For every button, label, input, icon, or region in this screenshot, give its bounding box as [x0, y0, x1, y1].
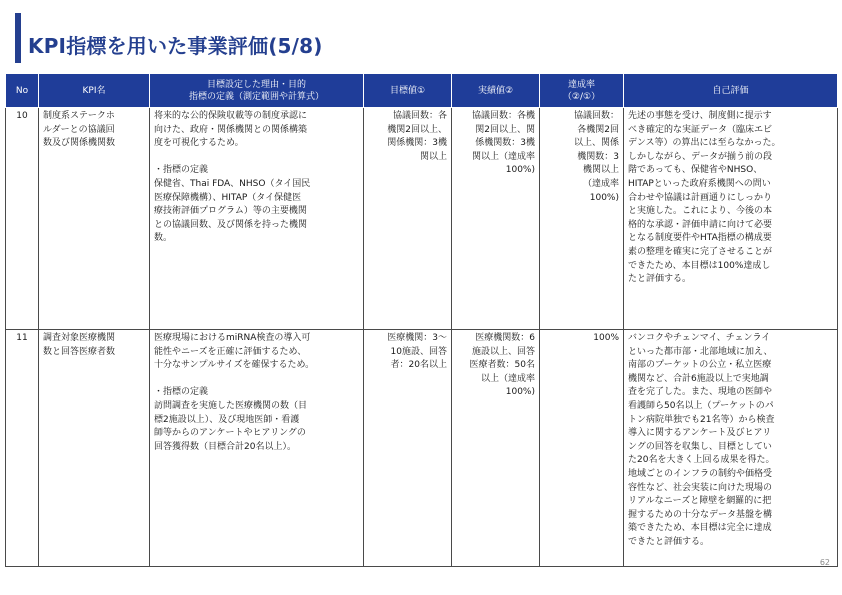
- cell-line: 協議回数：各機: [471, 111, 535, 121]
- header-reason-line1: 目標設定した理由・目的: [206, 79, 306, 90]
- cell-line: 査を完了した。また、現地の医師や: [628, 387, 773, 398]
- cell-line: 調査対象医療機関: [43, 333, 116, 343]
- cell-line: 各機関2回: [577, 124, 619, 135]
- cell-line: と実施した。これにより、今後の本: [628, 206, 773, 217]
- cell-line: 療技術評価プログラム）等の主要機関: [154, 206, 307, 217]
- cell-reason: [150, 108, 364, 330]
- cell-line: 保健省、Thai FDA、NHSO（タイ国民: [154, 178, 311, 189]
- cell-no: 10: [6, 108, 39, 330]
- cell-line: ・指標の定義: [154, 165, 209, 176]
- table-row: [6, 330, 838, 567]
- cell-line: となる制度要件やHTA指標の構成要: [628, 233, 772, 244]
- cell-line: 関以上（達成率: [471, 151, 535, 162]
- cell-kpi-name: [39, 330, 150, 567]
- cell-line: 以上（達成率: [480, 373, 535, 384]
- header-self-eval: 自己評価: [624, 74, 838, 108]
- cell-line: 容性など、社会実装に向けた現場の: [628, 482, 773, 493]
- cell-line: 向けた、政府・関係機関との関係構築: [154, 124, 308, 135]
- header-no: No: [6, 74, 39, 108]
- header-kpi-name: KPI名: [39, 74, 150, 108]
- header-rate-line1: 達成率: [567, 79, 595, 90]
- cell-line: 関係機関：3機: [387, 138, 447, 149]
- cell-line: 施設以上、回答: [471, 346, 535, 357]
- cell-line: 医療保障機構）、HITAP（タイ保健医: [154, 192, 302, 203]
- cell-line: ・指標の定義: [154, 387, 209, 398]
- cell-line: 機関2回以上、: [387, 124, 447, 135]
- header-target: 目標値①: [364, 74, 452, 108]
- cell-line: 能性やニーズを正確に評価するため、: [154, 346, 307, 357]
- page-number: 62: [819, 558, 830, 567]
- cell-self-eval: [624, 108, 838, 330]
- cell-line: 協議回数：: [573, 111, 619, 121]
- cell-line: た20名を大きく上回る成果を得た。: [628, 455, 775, 466]
- table-header-row: [6, 74, 838, 108]
- cell-kpi-name: [39, 108, 150, 330]
- cell-line: できたと評価する。: [628, 536, 710, 547]
- cell-line: 師等からのアンケートやヒアリングの: [154, 428, 306, 439]
- cell-line: 数と回答医療者数: [43, 346, 116, 357]
- cell-line: デンス等）の算出には至らなかった。: [628, 138, 781, 149]
- title-accent-bar: [15, 13, 21, 63]
- cell-line: バンコクやチェンマイ、チェンライ: [628, 333, 771, 343]
- cell-line: 階であっても、保健省やNHSO、: [628, 165, 763, 176]
- cell-rate: [540, 330, 624, 567]
- cell-line: できたため、本目標は100%達成し: [628, 260, 771, 271]
- cell-line: 合わせや協議は計画通りにしっかり: [628, 192, 773, 203]
- cell-line: 看護師ら50名以上（プーケットのパ: [628, 400, 774, 411]
- cell-no: 11: [6, 330, 39, 567]
- header-actual: 実績値②: [452, 74, 540, 108]
- cell-line: 数及び関係機関数: [43, 138, 116, 149]
- cell-actual: [452, 108, 540, 330]
- kpi-evaluation-table: [5, 73, 838, 567]
- page-title: KPI指標を用いた事業評価(5/8): [28, 34, 323, 58]
- cell-line: との協議回数、及び関係を持った機関: [154, 219, 308, 230]
- header-rate: [540, 74, 624, 108]
- cell-line: ングの回答を収集し、目標としてい: [628, 441, 772, 452]
- cell-line: ルダーとの協議回: [43, 124, 115, 135]
- table-row: [6, 108, 838, 330]
- cell-line: 将来的な公的保険収載等の制度承認に: [154, 111, 308, 121]
- header-rate-line2: （②/①）: [562, 91, 601, 102]
- cell-line: 標2施設以上）、及び現地医師・看護: [154, 414, 300, 425]
- cell-line: 医療現場におけるmiRNA検査の導入可: [154, 333, 311, 343]
- cell-line: 協議回数：各: [392, 111, 447, 121]
- cell-line: HITAPといった政府系機関への問い: [628, 178, 771, 189]
- cell-line: 医療機関数：6: [475, 333, 535, 343]
- cell-line: 関2回以上、関: [475, 124, 535, 135]
- cell-rate: [540, 108, 624, 330]
- cell-line: 格的な承認・評価申請に向けて必要: [628, 219, 773, 230]
- cell-line: 数。: [154, 233, 173, 244]
- cell-line: 導入に関するアンケート及びヒアリ: [628, 428, 772, 439]
- cell-line: 素の整理を確実に完了させることが: [628, 246, 773, 257]
- cell-line: トン病院単独でも21名等）から検査: [628, 414, 775, 425]
- cell-line: しかしながら、データが揃う前の段: [628, 151, 773, 162]
- cell-line: 係機関数：3機: [475, 138, 535, 149]
- cell-line: 機関数：3: [577, 151, 619, 162]
- cell-line: 100%): [505, 387, 535, 398]
- cell-line: 10施設、回答: [390, 346, 447, 357]
- cell-reason: [150, 330, 364, 567]
- cell-line: 100%): [505, 165, 535, 176]
- cell-target: [364, 108, 452, 330]
- cell-line: （達成率: [582, 178, 619, 189]
- cell-line: 100%: [593, 333, 619, 343]
- cell-line: 者：20名以上: [390, 360, 447, 371]
- cell-line: 地域ごとのインフラの制約や価格受: [628, 468, 773, 479]
- cell-line: たと評価する。: [628, 274, 692, 285]
- cell-line: 関以上: [419, 151, 447, 162]
- cell-line: 医療者数：50名: [469, 360, 535, 371]
- cell-line: べき確定的な実証データ（臨床エビ: [628, 124, 773, 135]
- cell-line: 100%): [589, 192, 619, 203]
- cell-line: 築できたため、本目標は完全に達成: [628, 523, 772, 534]
- cell-line: 十分なサンプルサイズを確保するため。: [154, 360, 315, 371]
- cell-line: 訪問調査を実施した医療機関の数（目: [154, 400, 308, 411]
- cell-line: 南部のプーケットの公立・私立医療: [628, 360, 772, 371]
- cell-line: 度を可視化するため。: [154, 138, 244, 149]
- header-reason-line2: 指標の定義（測定範囲や計算式）: [188, 91, 324, 102]
- cell-line: 機関など、合計6施設以上で実地調: [628, 373, 769, 384]
- cell-line: 握するための十分なデータ基盤を構: [628, 509, 773, 520]
- header-reason: [150, 74, 364, 108]
- cell-line: 機関以上: [582, 165, 619, 176]
- cell-line: 医療機関：3～: [387, 333, 447, 343]
- cell-line: 先述の事態を受け、制度側に提示す: [628, 111, 772, 121]
- cell-actual: [452, 330, 540, 567]
- cell-self-eval: [624, 330, 838, 567]
- cell-line: 以上、関係: [573, 138, 619, 149]
- cell-line: 制度系ステークホ: [43, 111, 115, 121]
- cell-line: リアルなニーズと障壁を網羅的に把: [628, 496, 772, 507]
- cell-line: といった都市部・北部地域に加え、: [628, 346, 773, 357]
- cell-target: [364, 330, 452, 567]
- cell-line: 回答獲得数（目標合計20名以上）。: [154, 441, 296, 452]
